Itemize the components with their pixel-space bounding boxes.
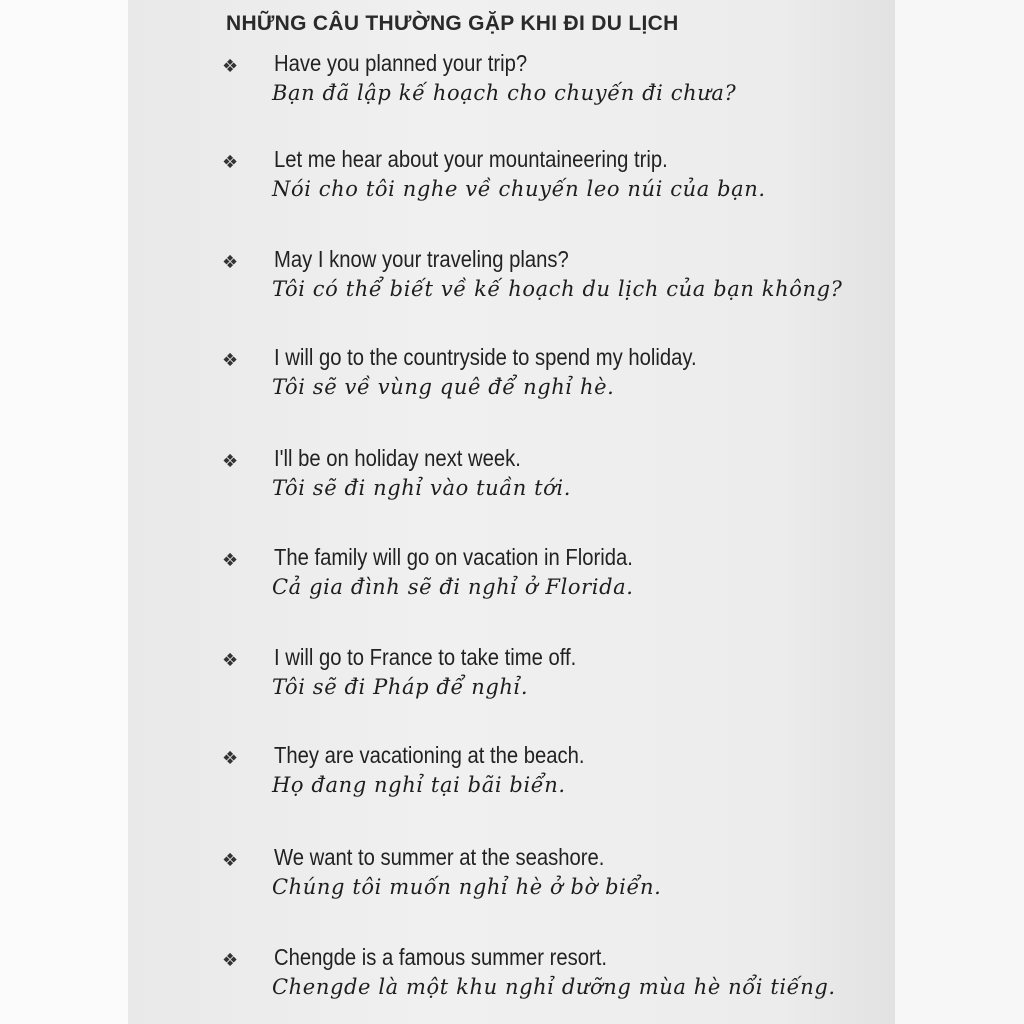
english-phrase: The family will go on vacation in Florida. — [274, 544, 633, 570]
vietnamese-translation: Họ đang nghỉ tại bãi biển. — [272, 773, 566, 797]
diamond-bullet-icon: ❖ — [222, 550, 239, 571]
vietnamese-translation: Chúng tôi muốn nghỉ hè ở bờ biển. — [272, 875, 662, 899]
diamond-bullet-icon: ❖ — [222, 252, 239, 273]
diamond-bullet-icon: ❖ — [222, 350, 239, 371]
english-phrase: May I know your traveling plans? — [274, 246, 569, 272]
diamond-bullet-icon: ❖ — [222, 950, 239, 971]
vietnamese-translation: Bạn đã lập kế hoạch cho chuyến đi chưa? — [272, 81, 737, 105]
diamond-bullet-icon: ❖ — [222, 152, 239, 173]
diamond-bullet-icon: ❖ — [222, 451, 239, 472]
vietnamese-translation: Tôi có thể biết về kế hoạch du lịch của bạn không? — [272, 277, 843, 301]
diamond-bullet-icon: ❖ — [222, 650, 239, 671]
english-phrase: I will go to the countryside to spend my holiday. — [274, 344, 697, 370]
background-edge — [895, 0, 1024, 1024]
vietnamese-translation: Tôi sẽ về vùng quê để nghỉ hè. — [272, 375, 615, 399]
english-phrase: I'll be on holiday next week. — [274, 445, 521, 471]
vietnamese-translation: Tôi sẽ đi Pháp để nghỉ. — [272, 675, 529, 699]
vietnamese-translation: Cả gia đình sẽ đi nghỉ ở Florida. — [272, 575, 634, 599]
diamond-bullet-icon: ❖ — [222, 748, 239, 769]
english-phrase: I will go to France to take time off. — [274, 644, 577, 670]
diamond-bullet-icon: ❖ — [222, 850, 239, 871]
english-phrase: Have you planned your trip? — [274, 50, 528, 76]
english-phrase: They are vacationing at the beach. — [274, 742, 585, 768]
diamond-bullet-icon: ❖ — [222, 56, 239, 77]
vietnamese-translation: Tôi sẽ đi nghỉ vào tuần tới. — [272, 476, 572, 500]
page-title: NHỮNG CÂU THƯỜNG GẶP KHI ĐI DU LỊCH — [226, 12, 679, 35]
vietnamese-translation: Nói cho tôi nghe về chuyến leo núi của bạn. — [272, 177, 766, 201]
english-phrase: Let me hear about your mountaineering trip. — [274, 146, 668, 172]
vietnamese-translation: Chengde là một khu nghỉ dưỡng mùa hè nổi tiếng. — [272, 975, 836, 999]
english-phrase: Chengde is a famous summer resort. — [274, 944, 607, 970]
english-phrase: We want to summer at the seashore. — [274, 844, 605, 870]
